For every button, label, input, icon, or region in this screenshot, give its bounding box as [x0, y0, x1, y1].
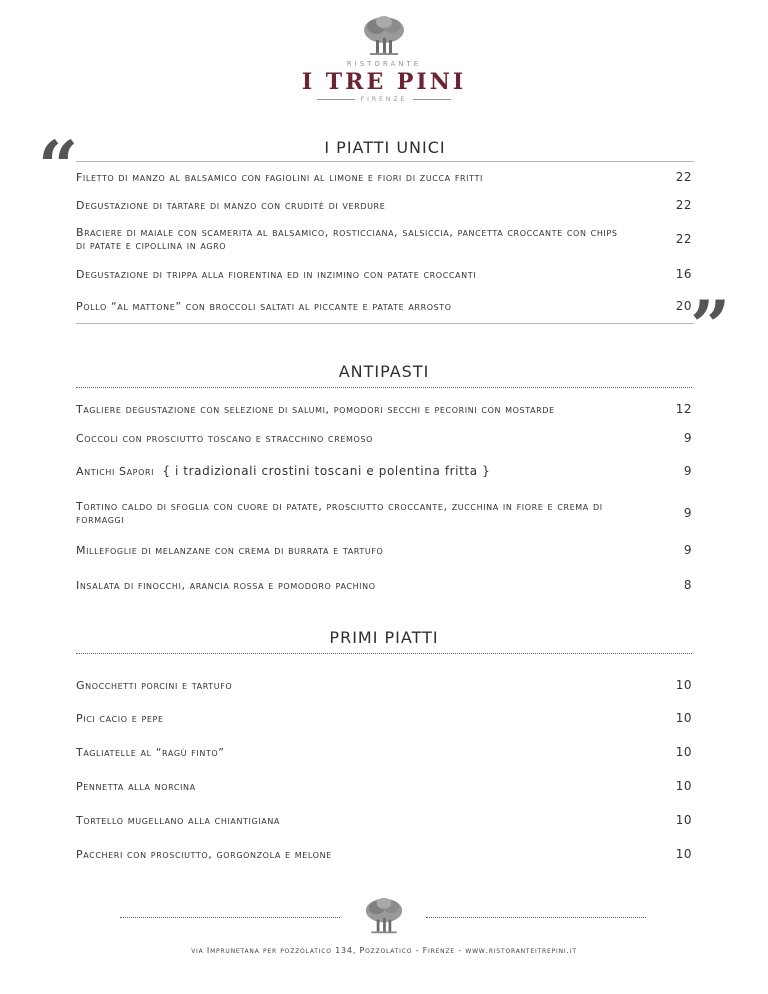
menu-item-price: 10	[675, 678, 692, 692]
menu-item-description: Braciere di maiale con scamerita al balsamico, rosticciana, salsiccia, pancetta croccante con chips di patate e cipollina in agro	[76, 226, 618, 252]
menu-item-description: Pollo “al mattone” con broccoli saltati al piccante e patate arrosto	[76, 299, 452, 313]
menu-item	[76, 394, 692, 424]
menu-item-description: Insalata di finocchi, arancia rossa e pomodoro pachino	[76, 578, 376, 592]
menu-item-note: { i tradizionali crostini toscani e polentina fritta }	[162, 463, 491, 478]
section-title: PRIMI PIATTI	[329, 628, 439, 647]
section-piatti-unici	[76, 137, 694, 162]
section-title: ANTIPASTI	[338, 362, 430, 381]
menu-item-price: 10	[675, 813, 692, 827]
menu-item-price: 10	[675, 847, 692, 861]
menu-item-description: Tagliere degustazione con selezione di salumi, pomodori secchi e pecorini con mostarde	[76, 402, 555, 416]
logo-city: FIRENZE	[360, 96, 408, 103]
menu-item-description: Degustazione di tartare di manzo con cruditè di verdure	[76, 198, 386, 212]
logo-subtitle: RISTORANTE	[346, 60, 422, 68]
section-title: I PIATTI UNICI	[324, 138, 446, 157]
menu-item-price: 16	[675, 267, 692, 281]
menu-item	[76, 743, 692, 761]
menu-item-description: Filetto di manzo al balsamico con fagiolini al limone e fiori di zucca fritti	[76, 170, 483, 184]
footer-divider-left	[120, 917, 340, 918]
menu-item	[76, 709, 692, 727]
menu-item-price: 20	[675, 299, 692, 313]
menu-item-price: 9	[683, 543, 692, 557]
menu-item	[76, 576, 692, 594]
section-primi-piatti	[76, 627, 692, 654]
menu-item-name: Antichi Sapori	[76, 464, 155, 478]
menu-item-description: Pici cacio e pepe	[76, 711, 164, 725]
menu-item	[76, 297, 692, 315]
menu-item-description: Gnocchetti porcini e tartufo	[76, 678, 233, 692]
open-quote-icon: “	[38, 125, 79, 208]
menu-item-price: 12	[675, 402, 692, 416]
restaurant-logo	[0, 14, 768, 103]
menu-item	[76, 168, 692, 186]
menu-item-price: 9	[683, 506, 692, 520]
menu-item	[76, 811, 692, 829]
tree-icon	[362, 14, 406, 58]
menu-item	[76, 265, 692, 283]
menu-item	[76, 497, 692, 529]
menu-item-description: Tagliatelle al “ragù finto”	[76, 745, 225, 759]
menu-item	[76, 676, 692, 694]
menu-item-price: 10	[675, 745, 692, 759]
menu-item	[76, 541, 692, 559]
section-divider	[76, 387, 692, 388]
section-antipasti	[76, 361, 692, 388]
menu-item	[76, 223, 692, 255]
menu-item-description: Coccoli con prosciutto toscano e stracchino cremoso	[76, 431, 373, 445]
tree-icon	[362, 896, 406, 936]
menu-item-description: Tortello mugellano alla chiantigiana	[76, 813, 281, 827]
menu-item-price: 22	[675, 232, 692, 246]
menu-item	[76, 462, 692, 480]
menu-item-price: 22	[675, 170, 692, 184]
menu-item-price: 10	[675, 711, 692, 725]
section-bottom-rule	[76, 321, 694, 324]
menu-item-price: 8	[683, 578, 692, 592]
menu-item	[76, 429, 692, 447]
menu-item-price: 22	[675, 198, 692, 212]
menu-item-description: Millefoglie di melanzane con crema di burrata e tartufo	[76, 543, 384, 557]
logo-name: I TRE PINI	[301, 69, 467, 95]
menu-item	[76, 196, 692, 214]
footer-address: via Imprunetana per pozzolatico 134, Pozzolatico - Firenze - www.ristoranteitrepini.it	[191, 946, 577, 955]
footer-divider-right	[426, 917, 646, 918]
section-divider	[76, 653, 692, 654]
section-divider	[76, 161, 694, 162]
menu-item	[76, 845, 692, 863]
menu-item-description: Pennetta alla norcina	[76, 779, 196, 793]
menu-item-price: 9	[683, 464, 692, 478]
menu-item-description	[76, 465, 668, 478]
close-quote-icon: ”	[690, 285, 731, 368]
logo-city-row	[0, 96, 768, 103]
menu-item-description: Tortino caldo di sfoglia con cuore di patate, prosciutto croccante, zucchina in fiore e crema di formaggi	[76, 500, 603, 526]
menu-item-description: Degustazione di trippa alla fiorentina ed in inzimino con patate croccanti	[76, 267, 477, 281]
menu-item-price: 9	[683, 431, 692, 445]
menu-item-price: 10	[675, 779, 692, 793]
menu-item	[76, 777, 692, 795]
menu-item-description: Paccheri con prosciutto, gorgonzola e melone	[76, 847, 332, 861]
